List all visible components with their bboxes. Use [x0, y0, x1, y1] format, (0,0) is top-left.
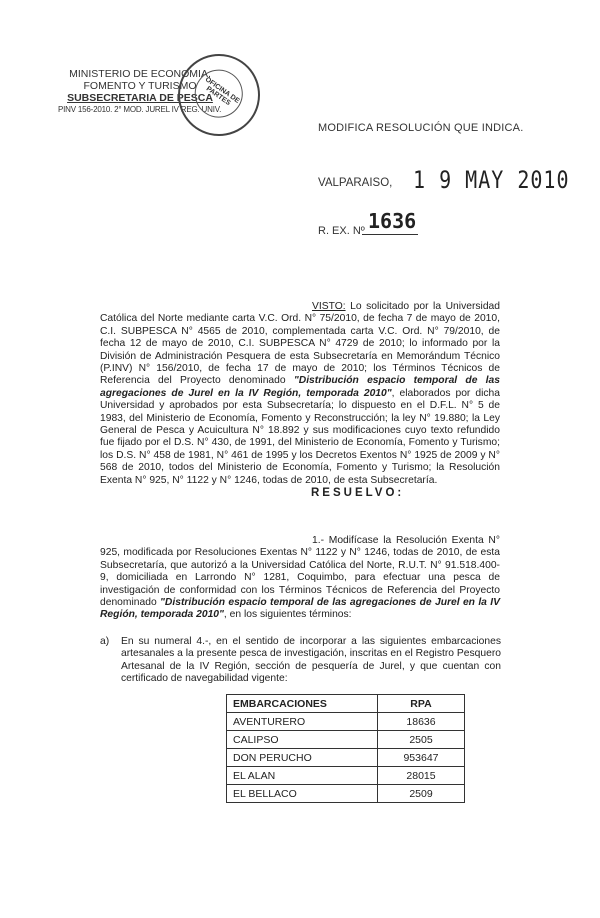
table-row: [227, 767, 465, 785]
table-row: [227, 713, 465, 731]
rex-underline: [362, 234, 418, 235]
header-rpa: RPA: [378, 695, 465, 713]
vessel-name: EL ALAN: [227, 767, 378, 785]
point-1-text: 1.- Modifícase la Resolución Exenta N° 925, modificada por Resoluciones Exentas N° 1122 y N° 1246, todas de 2010, de esta Subsecretaría, que autorizó a la Universidad Católica del Norte, R.U.T. N° 91.518.400-9, domiciliada en Larrondo N° 1281, Coquimbo, para efectuar una pesca de investigación de conformidad con los Términos Técnicos de Referencia del Proyecto denominado: [100, 535, 500, 609]
visto-text: Lo solicitado por la Universidad Católica del Norte mediante carta V.C. Ord. N° 75/2010, de fecha 7 de mayo de 2010, C.I. SUBPESCA N° 4565 de 2010, complementada carta V.C. Ord. N° 79/2010, de fecha 12 de mayo de 2010, C.I. SUBPESCA N° 4729 de 2010; lo informado por la División de Administración Pesquera de esta Subsecretaría en Memorándum Técnico (P.INV) N° 156/2010, de fecha 17 de mayo de 2010; los Términos Técnicos de Referencia del Proyecto denominado: [100, 301, 500, 387]
ministry-line-3: SUBSECRETARIA DE PESCA: [67, 92, 213, 104]
office-stamp: [162, 38, 276, 152]
stamp-text: OFICINA DE PARTES: [203, 76, 241, 108]
rex-label: R. EX. Nº: [318, 225, 365, 237]
vessel-rpa: 953647: [378, 749, 465, 767]
table-row: [227, 749, 465, 767]
ministry-line-1: MINISTERIO DE ECONOMIA,: [69, 68, 211, 80]
vessels-table: [226, 694, 465, 803]
visto-paragraph: [100, 301, 500, 487]
resuelvo-heading: RESUELVO:: [311, 487, 405, 499]
ministry-line-2: FOMENTO Y TURISMO: [83, 80, 197, 92]
point-1-text-2: , en los siguientes términos:: [223, 609, 352, 621]
vessel-rpa: 28015: [378, 767, 465, 785]
header-embarcaciones: EMBARCACIONES: [227, 695, 378, 713]
place-label: VALPARAISO,: [318, 177, 393, 189]
point-1-paragraph: [100, 535, 500, 622]
visto-lead: VISTO:: [312, 301, 346, 312]
vessel-rpa: 2509: [378, 785, 465, 803]
point-a-text: En su numeral 4.-, en el sentido de incorporar a las siguientes embarcaciones artesanales a la presente pesca de investigación, inscritas en el Registro Pesquero Artesanal de la IV Región, sección de pesquería de Jurel, y que cuentan con certificado de navegabilidad vigente:: [121, 636, 501, 685]
rex-number: 1636: [368, 209, 417, 233]
vessel-name: AVENTURERO: [227, 713, 378, 731]
vessels-table-wrap: [226, 694, 465, 803]
date-stamp: 1 9 MAY 2010: [413, 165, 570, 194]
vessel-rpa: 18636: [378, 713, 465, 731]
reference-code: PINV 156-2010. 2° MOD. JUREL IV REG. UNIV.: [58, 105, 222, 114]
table-row: [227, 785, 465, 803]
vessel-name: DON PERUCHO: [227, 749, 378, 767]
table-row: [227, 731, 465, 749]
subject-line: MODIFICA RESOLUCIÓN QUE INDICA.: [318, 122, 524, 134]
point-a-label: a): [100, 636, 110, 647]
visto-text-2: , elaborados por dicha Universidad y aprobados por esta Subsecretaría; lo dispuesto en el D.F.L. N° 5 de 1983, del Ministerio de Economía, Fomento y Reconstrucción; la ley N° 19.880; la Ley General de Pesca y Acuicultura N° 18.892 y sus modificaciones cuyo texto refundido fue fijado por el D.S. N° 430, de 1991, del Ministerio de Economía, Fomento y Turismo; los D.S. N° 458 de 1981, N° 461 de 1995 y los Decretos Exentos N° 1925 de 2009 y N° 568 de 2010, todos del Ministerio de Economía, Fomento y Turismo; la Resolución Exenta N° 925, N° 1122 y N° 1246, todas de 2010, de esta Subsecretaría.: [100, 387, 500, 486]
vessel-name: CALIPSO: [227, 731, 378, 749]
vessel-rpa: 2505: [378, 731, 465, 749]
point-1-project-title: "Distribución espacio temporal de las agregaciones de Jurel en la IV Región, temporada 2010": [100, 597, 500, 621]
vessel-name: EL BELLACO: [227, 785, 378, 803]
table-header-row: [227, 695, 465, 713]
visto-project-title: "Distribución espacio temporal de las agregaciones de Jurel en la IV Región, temporada 2010": [100, 375, 500, 399]
